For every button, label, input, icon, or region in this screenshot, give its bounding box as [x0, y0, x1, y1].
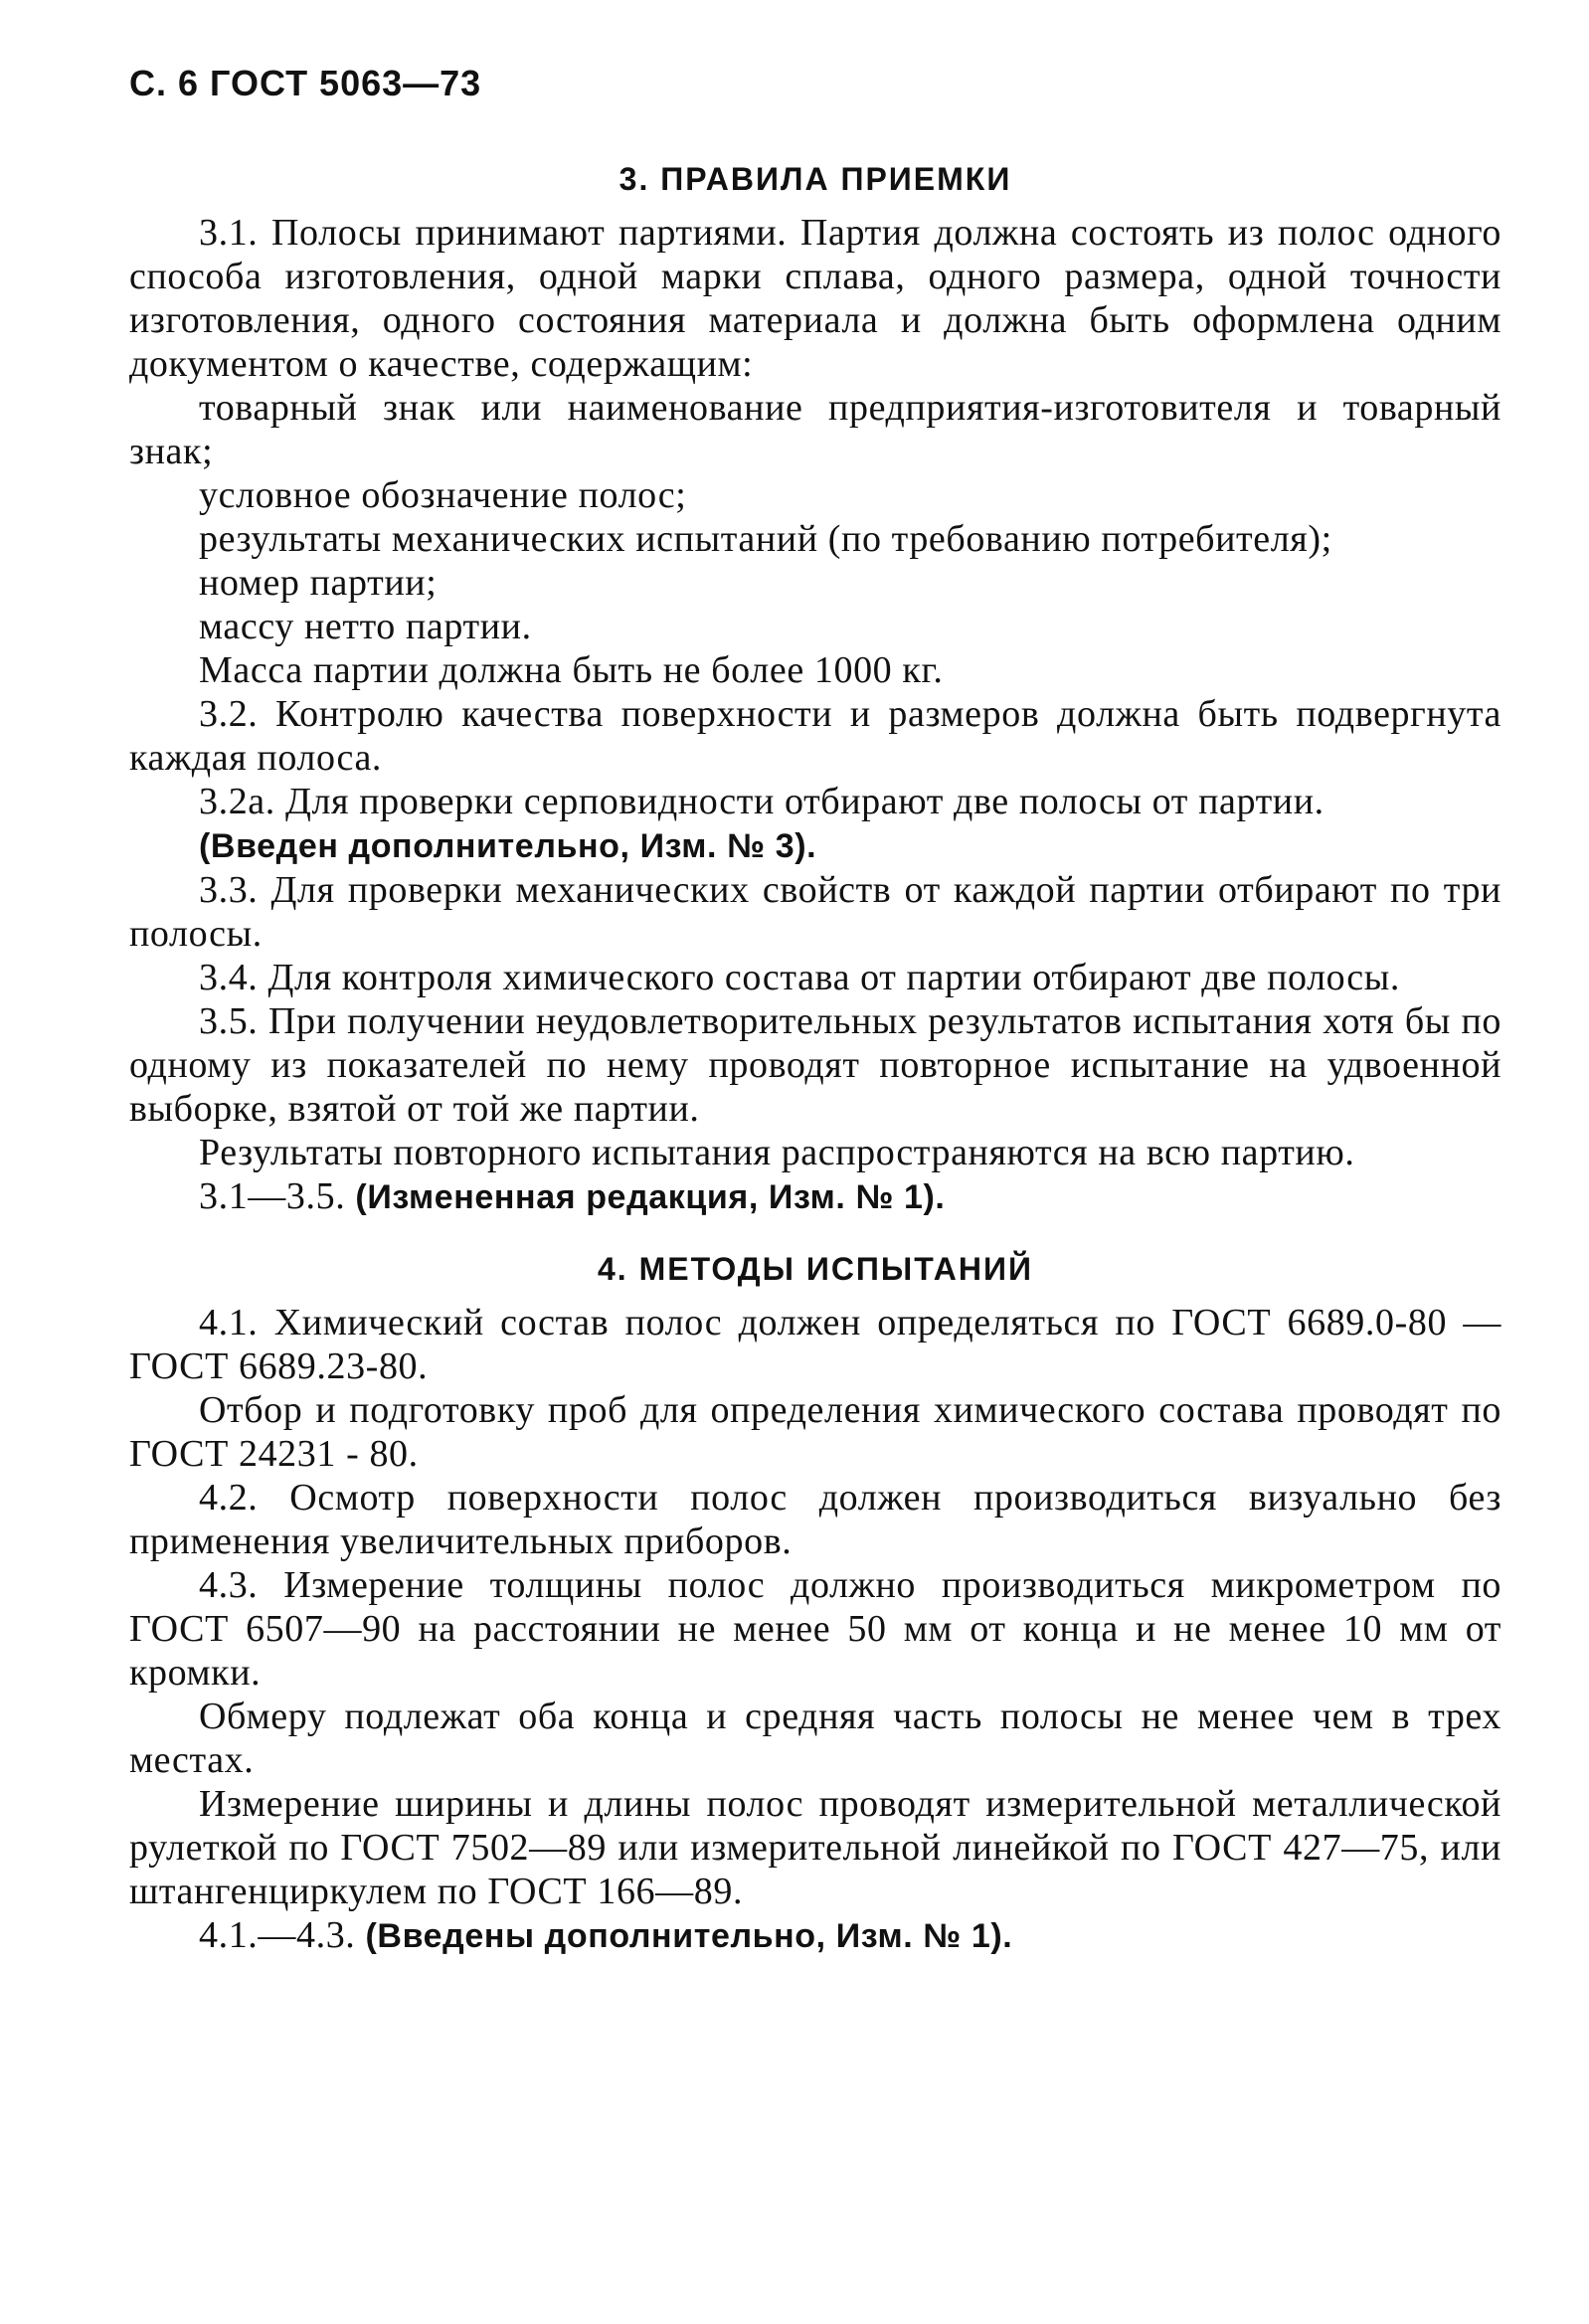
paragraph-3-5: 3.5. При получении неудовлетворительных результатов испытания хотя бы по одному из показателей по нему проводят повторное испытание на удвоенной выборке, взятой от той же партии.: [129, 1000, 1501, 1130]
list-item-net-mass: массу нетто партии.: [199, 606, 532, 647]
paragraph-batch-mass: Масса партии должна быть не более 1000 кг.: [199, 649, 944, 691]
section-4-title: 4. МЕТОДЫ ИСПЫТАНИЙ: [598, 1251, 1033, 1287]
paragraph-4-2: 4.2. Осмотр поверхности полос должен производиться визуально без применения увеличительных приборов.: [129, 1477, 1501, 1562]
list-item-mechanical-tests: результаты механических испытаний (по требованию потребителя);: [199, 518, 1332, 560]
list-item-designation: условное обозначение полос;: [199, 474, 687, 516]
paragraph-4-3: 4.3. Измерение толщины полос должно производиться микрометром по ГОСТ 6507—90 на расстоянии не менее 50 мм от конца и не менее 10 мм от кромки.: [129, 1564, 1501, 1694]
paragraph-3-4: 3.4. Для контроля химического состава от партии отбирают две полосы.: [199, 957, 1400, 998]
amendment-note-4-1-4-3: [129, 1913, 1501, 1958]
list-item-trademark: товарный знак или наименование предприятия-изготовителя и товарный знак;: [129, 387, 1501, 472]
amendment-note-3-1-3-5: [129, 1174, 1501, 1219]
amendment-range-4: 4.1.—4.3.: [199, 1914, 366, 1956]
paragraph-4-1-sampling: Отбор и подготовку проб для определения химического состава проводят по ГОСТ 24231 - 80.: [129, 1389, 1501, 1475]
paragraph-3-1: 3.1. Полосы принимают партиями. Партия должна состоять из полос одного способа изготовления, одной марки сплава, одного размера, одной точности изготовления, одного состояния материала и должна быть оформлена одним документом о качестве, содержащим:: [129, 212, 1501, 385]
paragraph-3-2a: 3.2а. Для проверки серповидности отбирают две полосы от партии.: [199, 781, 1324, 822]
paragraph-4-3-measure: Обмеру подлежат оба конца и средняя часть полосы не менее чем в трех местах.: [129, 1696, 1501, 1781]
section-3-title: 3. ПРАВИЛА ПРИЕМКИ: [618, 161, 1012, 197]
paragraph-4-1: 4.1. Химический состав полос должен определяться по ГОСТ 6689.0-80 — ГОСТ 6689.23-80.: [129, 1302, 1501, 1387]
amendment-note-4-text: (Введены дополнительно, Изм. № 1).: [365, 1917, 1013, 1955]
amendment-note-3-text: (Измененная редакция, Изм. № 1).: [355, 1178, 946, 1216]
paragraph-3-5-result: Результаты повторного испытания распространяются на всю партию.: [199, 1132, 1355, 1173]
amendment-note-3-2a: [129, 823, 1501, 868]
paragraph-3-2: 3.2. Контролю качества поверхности и размеров должна быть подвергнута каждая полоса.: [129, 693, 1501, 779]
paragraph-4-3-width: Измерение ширины и длины полос проводят измерительной металлической рулеткой по ГОСТ 7502—89 или измерительной линейкой по ГОСТ 427—75, или штангенциркулем по ГОСТ 166—89.: [129, 1783, 1501, 1912]
document-page: [129, 62, 1501, 1958]
list-item-batch-number: номер партии;: [199, 562, 438, 604]
amendment-range-3: 3.1—3.5.: [199, 1175, 356, 1217]
paragraph-3-3: 3.3. Для проверки механических свойств от каждой партии отбирают по три полосы.: [129, 869, 1501, 955]
amendment-note-3-2a-text: (Введен дополнительно, Изм. № 3).: [199, 827, 817, 865]
page-header: С. 6 ГОСТ 5063—73: [129, 63, 482, 103]
